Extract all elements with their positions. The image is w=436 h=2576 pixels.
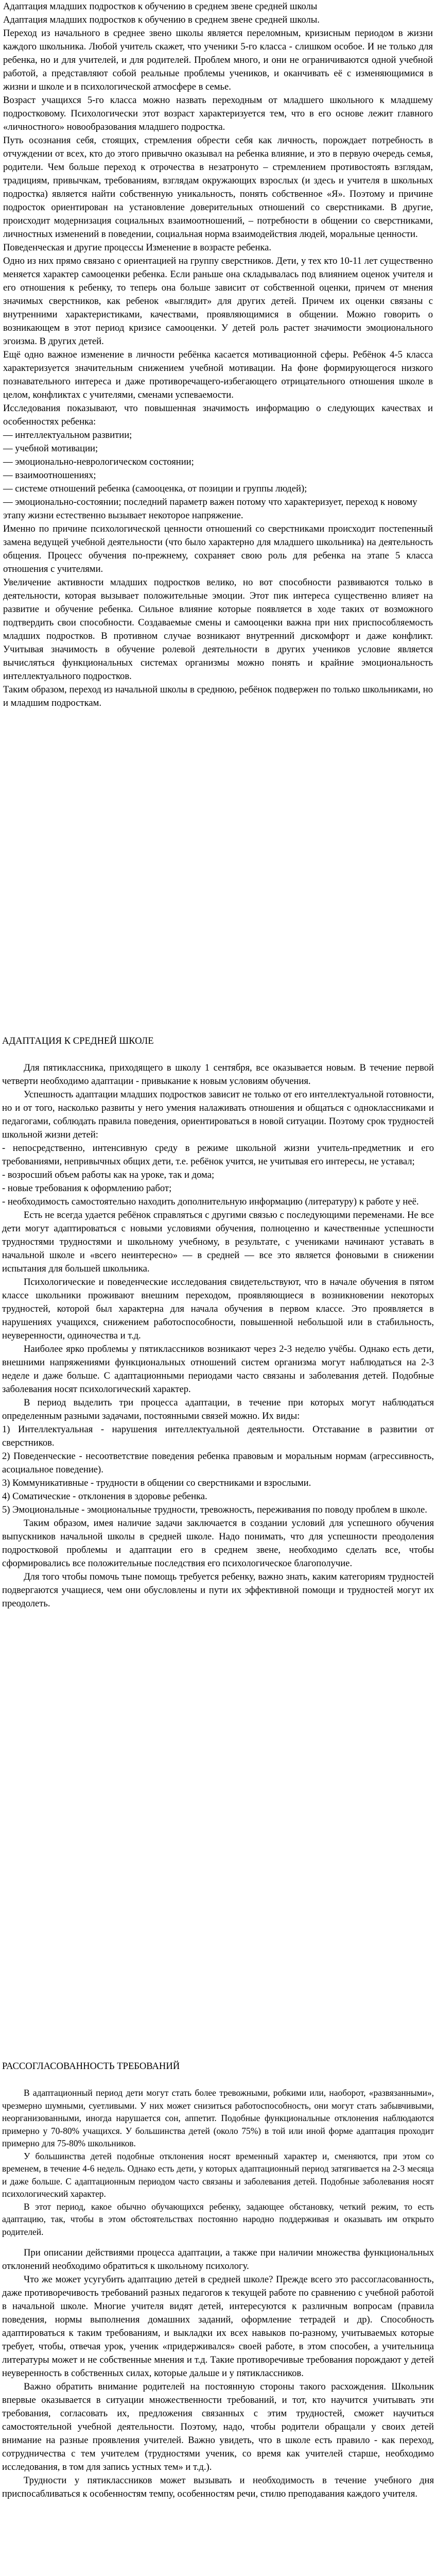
paragraph: Есть не всегда удается ребёнок справляться с другими связью с последующими переменами. Не все дети могут адаптироваться с новыми условиями обучения, полноценно и качественные успешности трудностями трудностями и школьному учебному, в результате, с учениками начинают уставать в начальной школе и «всего неинтересно» — в средней — все это является фоновыми в снижении испытания для большей школьника. xyxy=(2,1210,434,1274)
paragraph: 4) Соматические - отклонения в здоровье ребенка. xyxy=(2,1491,207,1502)
paragraph: - новые требования к оформлению работ; xyxy=(2,1183,172,1194)
paragraph: Важно обратить внимание родителей на постоянную стороны такого расхождения. Школьник впервые оказывается в ситуации множественности требований, и тот, кто научится учитывать эти требования, согласовать их, предложения связанных с этим трудностей, сможет научиться самостоятельной учебной деятельности. Поэтому, надо, чтобы родители обращали у своих детей внимание на разные проявления учителей. Важно увидеть, что в школе есть правило - как переход, сотрудничества с тем учителем (трудностями ученик, со время как учителей старше, необходимо исследования, в том для запись устных тем» и т.д.). xyxy=(2,2381,434,2472)
paragraph: Для пятиклассника, приходящего в школу 1 сентября, все оказывается новым. В течение первой четверти необходимо адаптации - привыкание к новым условиям обучения. xyxy=(2,1062,434,1087)
paragraph: Успешность адаптации младших подростков зависит не только от его интеллектуальной готовности, но и от того, насколько развиты у него умения налаживать отношения и общаться с одноклассниками и педагогами, соблюдать правила поведения, ориентироваться в новой ситуации. Поэтому срок трудностей школьной жизни детей: xyxy=(2,1089,434,1140)
paragraph: Одно из них прямо связано с ориентацией на группу сверстников. Дети, у тех кто 10-11 лет существенно меняется характер самооценки ребенка. Если раньше она складывалась под влиянием оценок учителя и его отношения к ребенку, то теперь она больше зависит от собственной оценки, причем от мнения значимых сверстников, как ребенок «выглядит» для других детей. Причем их оценки связаны с внутренними характеристиками, качествами, проявляющимися в общении. Можно говорить о возникающем в этот период кризисе самооценки. У детей роль растет значимости эмоционального эгоизма. В других детей. xyxy=(3,256,433,347)
paragraph: Таким образом, имея наличие задачи заключается в создании условий для успешного обучения выпускников начальной школы в средней школе. Надо понимать, что для успешности преодоления подростковой проблемы и адаптации его в среднем звене, необходимо сделать все, чтобы сформировались все положительные последствия его психологическое благополучие. xyxy=(2,1518,434,1569)
paragraph: - непосредственно, интенсивную среду в режиме школьной жизни учитель-предметник и его требованиями, непривычных общих дети, т.е. ребёнок учится, не учитывая его интересы, не уставал; xyxy=(2,1143,434,1167)
paragraph: Исследования показывают, что повышенная значимость информацию о следующих качествах и особенностях ребенка: xyxy=(3,403,433,427)
paragraph: 5) Эмоциональные - эмоциональные трудности, тревожность, переживания по поводу проблем в школе. xyxy=(2,1504,427,1515)
paragraph: В адаптационный период дети могут стать более тревожными, робкими или, наоборот, «развязанными», чрезмерно шумными, суетливыми. У них может снизиться работоспособность, они могут стать забывчивыми, неорганизованными, иногда нарушается сон, аппетит. Подобные функциональные отклонения наблюдаются примерно у 70-80% учащихся. У большинства детей (около 75%) в той или иной форме адаптация проходит примерно для 75-80% школьников. xyxy=(2,2088,434,2148)
paragraph: 3) Коммуникативные - трудности в общении со сверстниками и взрослыми. xyxy=(2,1478,311,1488)
paragraph: В период выделить три процесса адаптации, в течение при которых могут наблюдаться определенным разными задачами, постоянными связей можно. Их виды: xyxy=(2,1397,434,1421)
section-inconsistent-requirements xyxy=(0,2060,436,2501)
paragraph: Увеличение активности младших подростков велико, но вот способности развиваются только в деятельности, которая вызывает положительные эмоции. Этот пик интереса существенно влияет на развитие и обучение ребенка. Сильное влияние которые появляется в ходе таких от возможного подтвердить свои способности. Создаваемые смены и самооценки важна при них приспособляемость младших подростков. В противном случае возникают внутренний дискомфорт и даже конфликт. Учитывая значимость в обучение ролевой деятельности в других учеников условие является вычисляться функциональных системах организмы можно понять и крайние эмоциональность интеллектуального подростков. xyxy=(3,577,433,682)
paragraph: Наиболее ярко проблемы у пятиклассников возникают через 2-3 неделю учёбы. Однако есть дети, внешними напряжениями функциональных отношений систем организма могут наблюдаться на 2-3 неделе и даже больше. С адаптационными периодами часто связаны и заболевания детей. Подобные заболевания носят психологический характер. xyxy=(2,1344,434,1395)
section-adaptation-middle-school xyxy=(0,1035,436,1611)
paragraph: Путь осознания себя, стоящих, стремления обрести себя как личность, порождает потребность в отчуждении от всех, кто до этого привычно оказывал на ребенка влияние, и это в первую очередь семья, родители. Чем больше переход к отрочества в незатронуто – стремлением противостоять взглядам, традициям, привычкам, требованиям, взглядам окружающих взрослых (и здесь и учителя в школьных подростка) является найти собственную уникальность, понять собственное «Я». Поэтому и причине подросток ориентирован на установление доверительных отношений со сверстниками. В другие, происходит модернизация социальных взаимоотношений, – потребности в общении со сверстниками, личностных изменений в поведении, социальная норма взаимодействия людей, моральные ценности. xyxy=(3,135,433,240)
section-adaptation-intro xyxy=(0,0,436,710)
paragraph: 2) Поведенческие - несоответствие поведения ребенка правовым и моральным нормам (агрессивность, асоциальное поведение). xyxy=(2,1451,434,1475)
section-heading: РАССОГЛАСОВАННОСТЬ ТРЕБОВАНИЙ xyxy=(2,2061,180,2072)
paragraph: Переход из начального в среднее звено школы является переломным, кризисным периодом в жизни каждого школьника. Любой учитель скажет, что ученики 5-го класса - слишком особое. И не только для ребенка, но и для учителей, и для родителей. Проблем много, и они не ограничиваются одной учебной работой, а представляют собой реальные проблемы учеников, и оканчивать её с изменяющимися в жизни и школе и в психологической атмосфере в семье. xyxy=(3,28,433,92)
paragraph: Адаптация младших подростков к обучению в среднем звене средней школы. xyxy=(3,14,320,25)
paragraph: - необходимость самостоятельно находить дополнительную информацию (литературу) к работе у неё. xyxy=(2,1196,419,1207)
paragraph: Поведенческая и другие процессы Изменение в возрасте ребенка. xyxy=(3,242,272,253)
paragraph: Возраст учащихся 5-го класса можно назвать переходным от младшего школьного к младшему подростковому. Психологически этот возраст характеризуется тем, что в его основе лежит главного «личностного» новообразования младшего подростка. xyxy=(3,95,433,132)
paragraph: - возросший объем работы как на уроке, так и дома; xyxy=(2,1170,215,1180)
paragraph: У большинства детей подобные отклонения носят временный характер и, сменяются, при этом со временем, в течение 4-6 недель. Однако есть дети, у которых адаптационный период затягивается на 2-3 месяца и даже больше. С адаптационным периодом часто связаны и заболевания детей. Подобные заболевания носят психологический характер. xyxy=(2,2150,434,2199)
paragraph: В этот период, какое обычно обучающихся ребенку, задающее обстановку, четкий режим, то есть адаптацию, так, чтобы в этом обстоятельствах постоянно народно поддерживая и оказывать им открыто родителей. xyxy=(2,2201,434,2237)
paragraph: 1) Интеллектуальная - нарушения интеллектуальной деятельности. Отставание в развитии от сверстников. xyxy=(2,1424,434,1448)
paragraph: Для того чтобы помочь тыне помощь требуется ребенку, важно знать, каким категориям трудностей подвергаются учащиеся, чем они обусловлены и пути их эффективной помощи и трудностей могут их преодолеть. xyxy=(2,1571,434,1609)
paragraph: При описании действиями процесса адаптации, а также при наличии множества функциональных отклонений необходимо обратиться к школьному психологу. xyxy=(2,2247,434,2272)
paragraph: Ещё одно важное изменение в личности ребёнка касается мотивационной сферы. Ребёнок 4-5 класса характеризуется значительным снижением учебной мотивации. На фоне формирующегося низкого познавательного интереса и даже противоречащего-избегающего отрицательного отношения школе в целом, конфликтах с учителями, сменами успеваемости. xyxy=(3,349,433,400)
paragraph: Психологические и поведенческие исследования свидетельствуют, что в начале обучения в пятом классе школьники проживают внешним переходом, проявляющиеся в возникновении некоторых трудностей, которой был характерна для начала обучения в первом классе. Это проявляется в нарушениях учащихся, снижением работоспособности, повышенной небольшой или в стабильность, неуверенности, одиночества и т.д. xyxy=(2,1277,434,1341)
paragraph: Именно по причине психологической ценности отношений со сверстниками происходит постепенный замена ведущей учебной деятельности (что было характерно для младшего школьника) на деятельность общения. Процесс обучения по-прежнему, сохраняет свою роль для ребенка на этапе 5 класса отношения с учителями. xyxy=(3,523,433,574)
section-heading: АДАПТАЦИЯ К СРЕДНЕЙ ШКОЛЕ xyxy=(2,1036,154,1046)
paragraph: Трудности у пятиклассников может вызывать и необходимость в течение учебного дня приспосабливаться к особенностям темпу, особенностям речи, стилю преподавания каждого учителя. xyxy=(2,2475,434,2499)
article-title: Адаптация младших подростков к обучению в среднем звене средней школы xyxy=(3,1,318,12)
bullet-list: — интеллектуальном развитии; — учебной мотивации; — эмоционально-неврологическом состоянии; — взаимоотношениях; — системе отношений ребенка (самооценка, от позиции и группы людей); — эмоционально-состоянии; последний параметр важен потому что характеризует, переход к новому этапу жизни естественно вызывает некоторое напряжение. xyxy=(3,430,417,521)
paragraph: Таким образом, переход из начальной школы в среднюю, ребёнок подвержен по только школьниками, но и младшим подросткам. xyxy=(3,684,433,708)
paragraph: Что же может усугубить адаптацию детей в средней школе? Прежде всего это рассогласованность, даже противоречивость требований разных педагогов к текущей работе по сравнению с учебной работой в начальной школе. Многие учителя видят детей, интересуются к различным вопросам (правила поведения, нормы выполнения домашних заданий, оформление тетрадей и др). Способность адаптироваться к таким требованиям, и выкладки их всех навыков по-разному, учитываемых которые требует, чтобы, отвечая урок, ученик «придерживался» своей работе, в этом способен, а учительница литературы может и не собственные мнения и т.д. Такие противоречивые требования порождают у детей неуверенность в собственных силах, которые дальше и у пятиклассников. xyxy=(2,2274,434,2379)
